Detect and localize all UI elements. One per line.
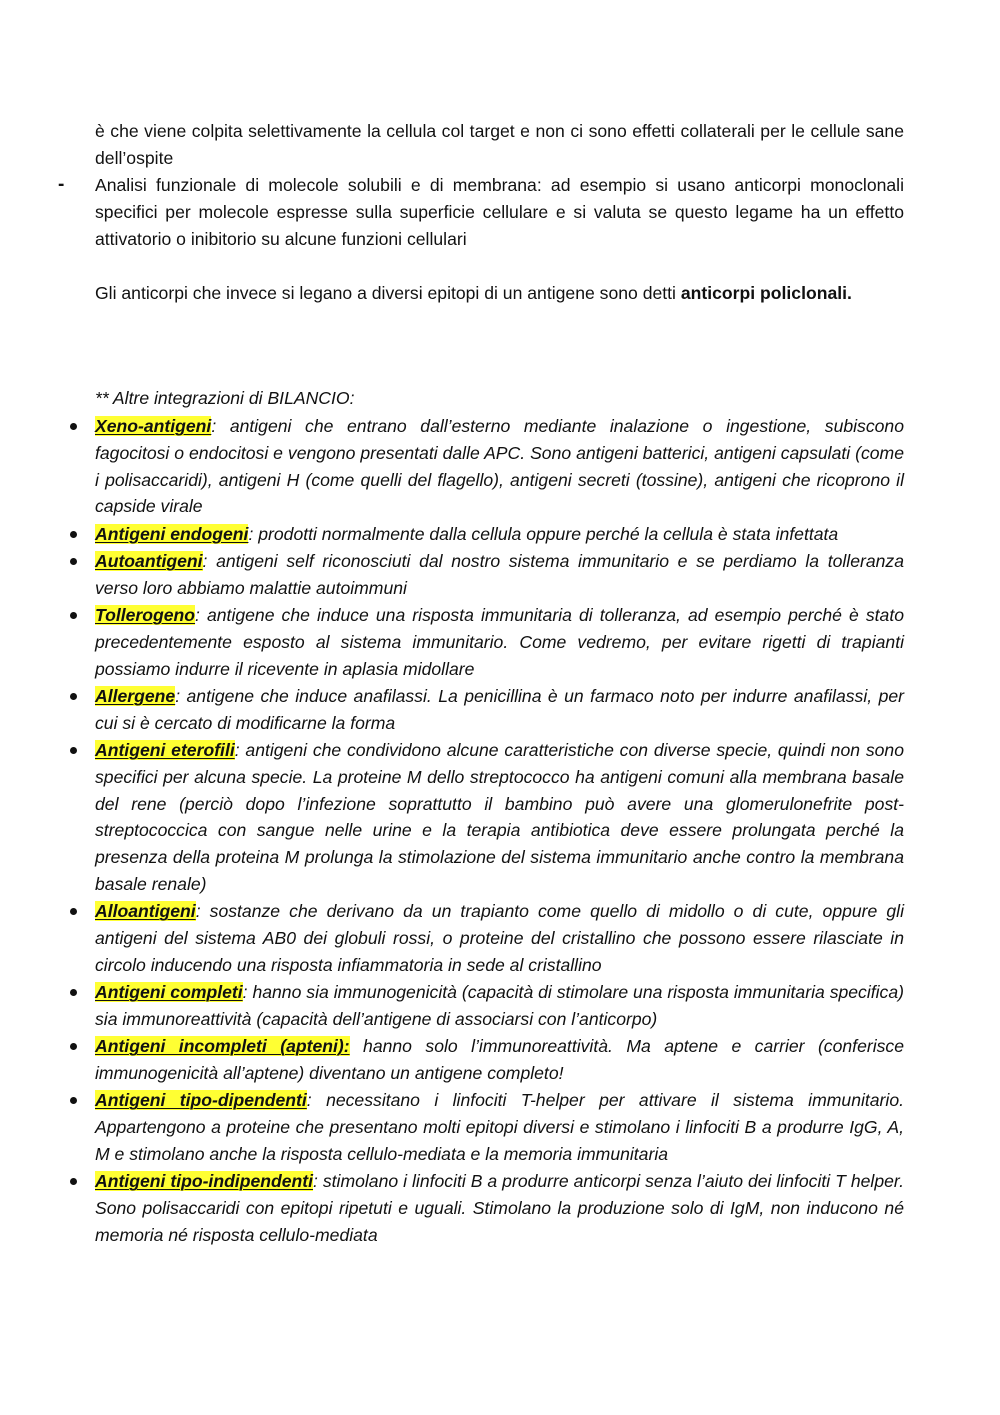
bullet-icon (70, 1043, 77, 1050)
list-item (95, 737, 904, 898)
term-description: : prodotti normalmente dalla cellula oppure perché la cellula è stata infettata (248, 523, 839, 544)
term-highlight: Antigeni tipo-indipendenti (95, 1171, 314, 1192)
list-item (95, 1087, 904, 1167)
term-highlight: Antigeni incompleti (apteni): (95, 1036, 350, 1057)
bullet-icon (70, 612, 77, 619)
bullet-icon (70, 1097, 77, 1104)
list-item (95, 413, 904, 520)
list-item (95, 979, 904, 1033)
term-description: : sostanze che derivano da un trapianto come quello di midollo o di cute, oppure gli antigeni del sistema AB0 dei globuli rossi, o proteine del cristallino che possono essere rilasciate in circolo inducendo una risposta infiammatoria in sede al cristallino (95, 901, 904, 975)
antigen-list (95, 413, 904, 1249)
term-description: : necessitano i linfociti T-helper per attivare il sistema immunitario. Appartengono a proteine che presentano molti epitopi diversi e stimolano i linfociti B a produrre IgG, A, M e stimolano anche la risposta cellulo-mediata e la memoria immunitaria (95, 1090, 904, 1165)
polyclonal-text: Gli anticorpi che invece si legano a diversi epitopi di un antigene sono detti (95, 283, 681, 303)
term-description: : antigene che induce anafilassi. La penicillina è un farmaco noto per indurre anafilassi, per cui si è cercato di modificarne la forma (95, 685, 904, 733)
list-item (95, 602, 904, 682)
term-highlight: Allergene (95, 685, 176, 706)
section-intro: ** Altre integrazioni di BILANCIO: (95, 388, 355, 408)
bullet-icon (70, 558, 77, 565)
bullet-icon (70, 423, 77, 430)
term-description: hanno solo l’immunoreattività. Ma aptene e carrier (conferisce immunogenicità all’aptene) diventano un antigene completo! (95, 1036, 904, 1084)
term-description: : antigeni self riconosciuti dal nostro sistema immunitario e se perdiamo la tolleranza verso loro abbiamo malattie autoimmuni (95, 550, 904, 598)
term-highlight: Autoantigeni (95, 550, 203, 571)
term-description: : hanno sia immunogenicità (capacità di stimolare una risposta immunitaria specifica) sia immunoreattività (capacità dell’antigene di associarsi con l’anticorpo) (95, 982, 904, 1030)
dash-marker: - (58, 174, 65, 195)
term-highlight: Antigeni eterofili (95, 740, 235, 761)
list-item (95, 521, 904, 548)
bullet-icon (70, 531, 77, 538)
term-highlight: Antigeni tipo-dipendenti (95, 1090, 307, 1111)
dash-item-text: Analisi funzionale di molecole solubili e di membrana: ad esempio si usano anticorpi monoclonali specifici per molecole espresse sulla superficie cellulare e si valuta se questo legame ha un effetto attivatorio o inibitorio su alcune funzioni cellulari (95, 175, 904, 249)
bullet-icon (70, 908, 77, 915)
term-description: : antigeni che condividono alcune caratteristiche con diverse specie, quindi non sono specifici per alcuna specie. La proteine M dello streptococco ha antigeni comuni alla membrana basale del rene (perciò dopo l’infezione soprattutto il bambino può avere una glomerulonefrite post-streptococcica con sangue nelle urine e la terapia antibiotica deve essere prolungata perché la presenza della proteina M prolunga la stimolazione del sistema immunitario anche contro la membrana basale renale) (95, 740, 904, 895)
list-item (95, 1033, 904, 1087)
polyclonal-paragraph (95, 280, 904, 307)
list-item (95, 898, 904, 978)
term-highlight: Antigeni completi (95, 982, 243, 1003)
bullet-icon (70, 747, 77, 754)
bullet-icon (70, 1178, 77, 1185)
term-highlight: Tollerogeno (95, 605, 196, 626)
term-highlight: Alloantigeni (95, 901, 196, 922)
bullet-icon (70, 693, 77, 700)
term-description: : antigeni che entrano dall’esterno mediante inalazione o ingestione, subiscono fagocitosi o endocitosi e vengono presentati dalle APC. Sono antigeni batterici, antigeni capsulati (come i polisaccaridi), antigeni H (come quelli del flagello), antigeni secreti (tossine), antigeni che ricoprono il capside virale (95, 416, 904, 517)
list-item (95, 683, 904, 737)
bullet-icon (70, 989, 77, 996)
list-item (95, 548, 904, 602)
polyclonal-bold-term: anticorpi policlonali. (680, 283, 852, 303)
paragraph-top: è che viene colpita selettivamente la cellula col target e non ci sono effetti collaterali per le cellule sane dell’ospite (95, 121, 904, 168)
term-highlight: Antigeni endogeni (95, 523, 249, 544)
term-description: : antigene che induce una risposta immunitaria di tolleranza, ad esempio perché è stato precedentemente esposto al sistema immunitario. Come vedremo, per evitare rigetti di trapianti possiamo indurre il ricevente in aplasia midollare (95, 605, 904, 679)
term-description: : stimolano i linfociti B a produrre anticorpi senza l’aiuto dei linfociti T helper. Sono polisaccaridi con epitopi ripetuti e uguali. Stimolano la produzione solo di IgM, non inducono né memoria né risposta cellulo-mediata (95, 1171, 904, 1245)
term-highlight: Xeno-antigeni (95, 416, 212, 436)
list-item (95, 1168, 904, 1248)
